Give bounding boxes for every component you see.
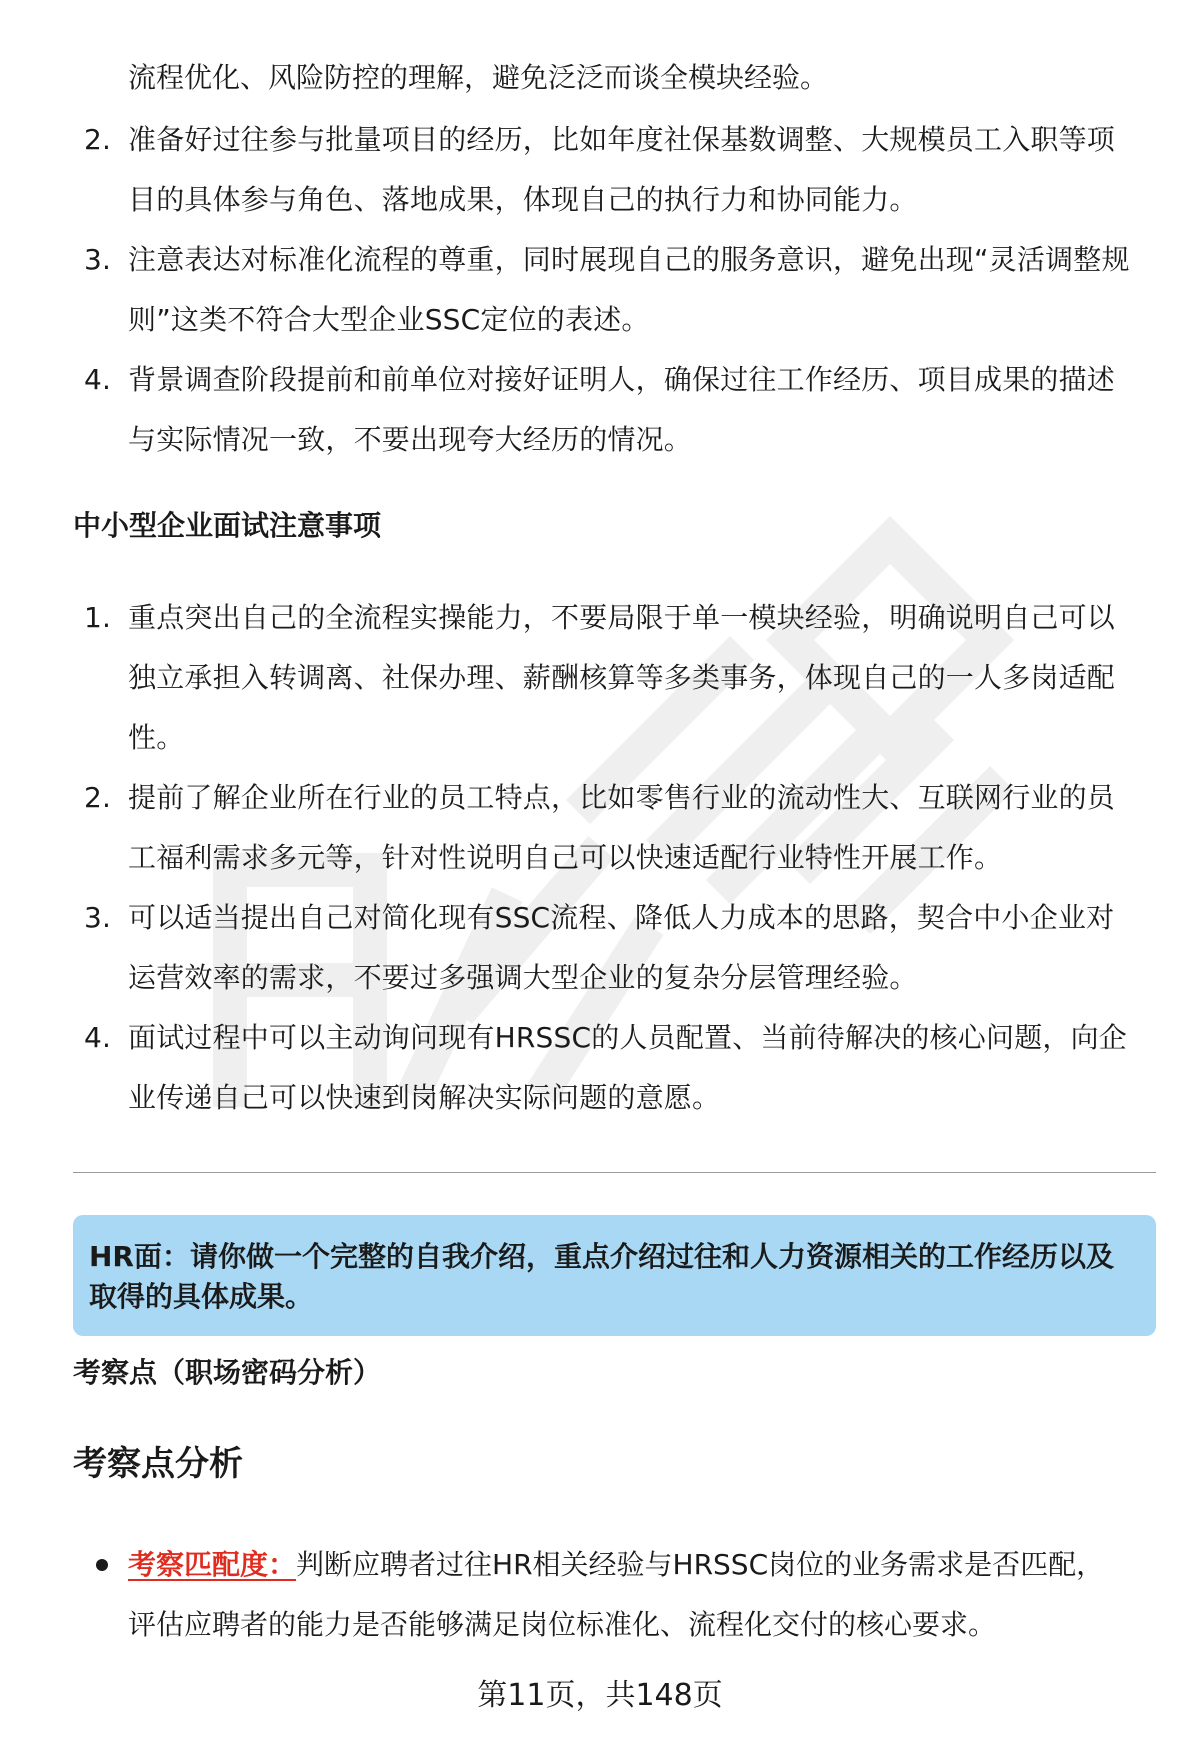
sme-tips-list bbox=[0, 588, 1200, 1128]
list-item bbox=[0, 768, 1138, 888]
page-number: 第11页，共148页 bbox=[477, 1678, 723, 1713]
section-divider bbox=[73, 1172, 1156, 1173]
inspection-point-label: 考察点（职场密码分析） bbox=[73, 1356, 382, 1389]
bullet-body: 判断应聘者过往HR相关经验与HRSSC岗位的业务需求是否匹配，评估应聘者的能力是否能够满足岗位标准化、流程化交付的核心要求。 bbox=[128, 1548, 1105, 1641]
list-item bbox=[0, 110, 1138, 230]
analysis-bullet-text bbox=[128, 1535, 1108, 1655]
list-number: 2. bbox=[84, 781, 112, 814]
section-title-sme: 中小型企业面试注意事项 bbox=[73, 509, 382, 542]
list-item bbox=[0, 230, 1138, 350]
bullet-dot-icon bbox=[96, 1559, 108, 1571]
list-item-text: 注意表达对标准化流程的尊重，同时展现自己的服务意识，避免出现“灵活调整规则”这类不符合大型企业SSC定位的表述。 bbox=[128, 243, 1130, 336]
highlight-label: 考察匹配度： bbox=[128, 1548, 297, 1581]
list-item-text: 重点突出自己的全流程实操能力，不要局限于单一模块经验，明确说明自己可以独立承担入转调离、社保办理、薪酬核算等多类事务，体现自己的一人多岗适配性。 bbox=[128, 601, 1116, 754]
list-number: 1. bbox=[84, 601, 112, 634]
list-item bbox=[0, 888, 1138, 1008]
list-item bbox=[0, 588, 1138, 768]
list-item-text: 可以适当提出自己对简化现有SSC流程、降低人力成本的思路，契合中小企业对运营效率的需求，不要过多强调大型企业的复杂分层管理经验。 bbox=[128, 901, 1115, 994]
list-item-text: 背景调查阶段提前和前单位对接好证明人，确保过往工作经历、项目成果的描述与实际情况一致，不要出现夸大经历的情况。 bbox=[128, 363, 1116, 456]
continued-text: 流程优化、风险防控的理解，避免泛泛而谈全模块经验。 bbox=[128, 61, 829, 94]
list-item bbox=[0, 350, 1138, 470]
large-enterprise-tips-list bbox=[0, 110, 1200, 470]
list-item-text: 提前了解企业所在行业的员工特点，比如零售行业的流动性大、互联网行业的员工福利需求多元等，针对性说明自己可以快速适配行业特性开展工作。 bbox=[128, 781, 1116, 874]
list-number: 3. bbox=[84, 901, 112, 934]
list-number: 4. bbox=[84, 1021, 112, 1054]
question-box bbox=[73, 1215, 1156, 1336]
question-text: HR面：请你做一个完整的自我介绍，重点介绍过往和人力资源相关的工作经历以及取得的具体成果。 bbox=[89, 1240, 1114, 1313]
list-number: 3. bbox=[84, 243, 112, 276]
list-number: 2. bbox=[84, 123, 112, 156]
analysis-title: 考察点分析 bbox=[73, 1444, 243, 1484]
list-item-text: 准备好过往参与批量项目的经历，比如年度社保基数调整、大规模员工入职等项目的具体参与角色、落地成果，体现自己的执行力和协同能力。 bbox=[128, 123, 1116, 216]
list-item-text: 面试过程中可以主动询问现有HRSSC的人员配置、当前待解决的核心问题，向企业传递自己可以快速到岗解决实际问题的意愿。 bbox=[128, 1021, 1128, 1114]
list-number: 4. bbox=[84, 363, 112, 396]
list-item bbox=[0, 1008, 1138, 1128]
